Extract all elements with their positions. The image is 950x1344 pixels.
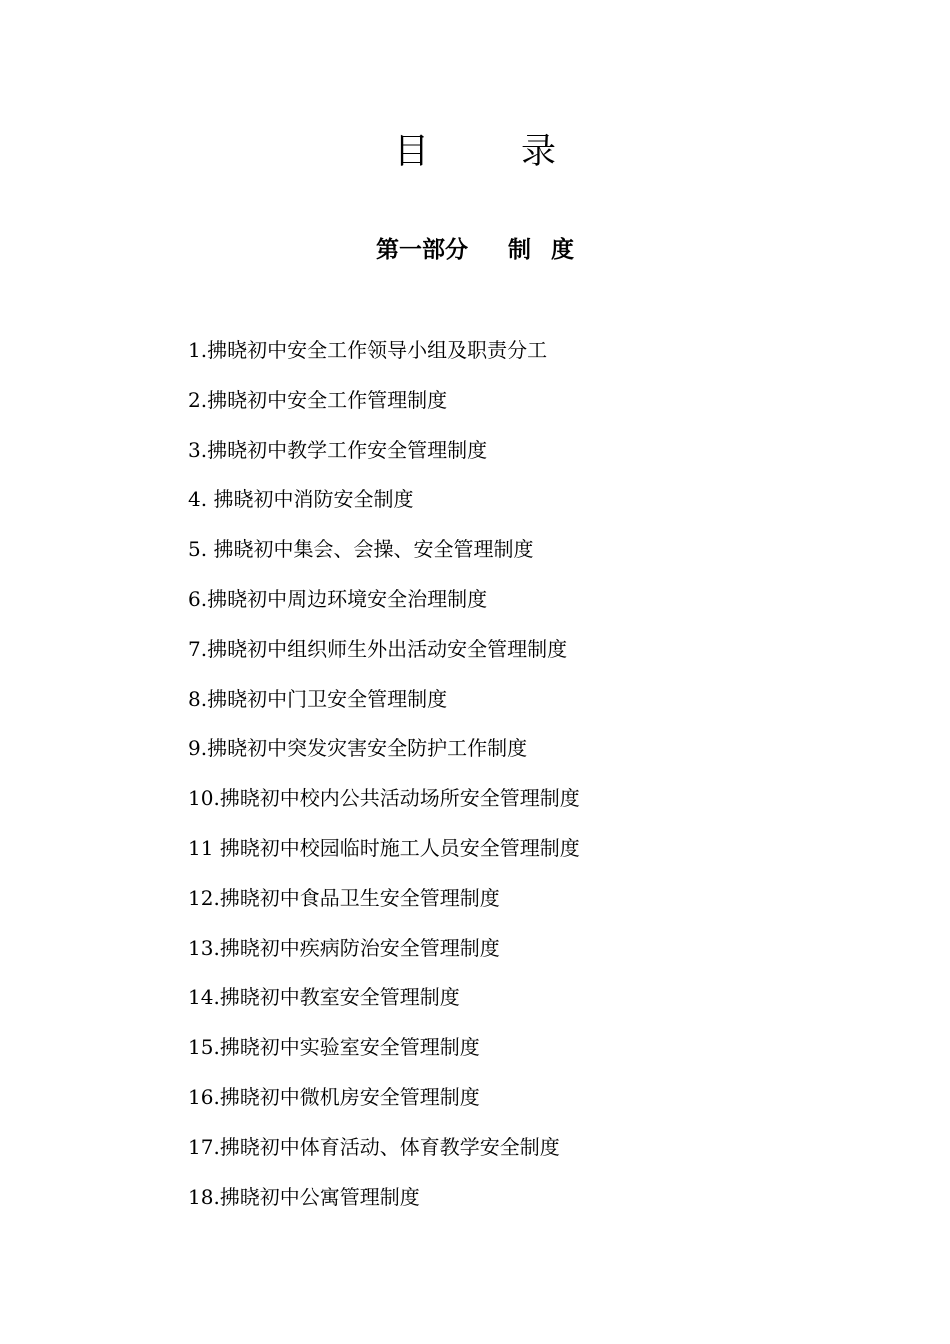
section-name <box>508 232 574 268</box>
section-part-label: 第一部分 <box>376 237 468 263</box>
toc-item: 17.拂晓初中体育活动、体育教学安全制度 <box>188 1134 560 1159</box>
table-of-contents <box>188 334 888 1230</box>
toc-item: 1.拂晓初中安全工作领导小组及职责分工 <box>188 338 548 362</box>
toc-item: 4. 拂晓初中消防安全制度 <box>188 487 414 512</box>
toc-item: 18.拂晓初中公寓管理制度 <box>188 1184 420 1209</box>
title-char-1: 目 <box>393 132 429 172</box>
toc-item: 13.拂晓初中疾病防治安全管理制度 <box>188 935 500 960</box>
toc-item: 6.拂晓初中周边环境安全治理制度 <box>188 586 488 611</box>
toc-item: 9.拂晓初中突发灾害安全防护工作制度 <box>188 736 528 761</box>
toc-item: 2.拂晓初中安全工作管理制度 <box>188 387 448 412</box>
toc-item: 3.拂晓初中教学工作安全管理制度 <box>188 437 488 462</box>
toc-item: 16.拂晓初中微机房安全管理制度 <box>188 1084 480 1109</box>
section-word-2: 度 <box>551 237 574 263</box>
toc-item: 7.拂晓初中组织师生外出活动安全管理制度 <box>188 636 568 661</box>
section-word-1: 制 <box>508 237 531 263</box>
title-char-2: 录 <box>521 132 557 172</box>
section-heading <box>0 232 950 268</box>
toc-item: 5. 拂晓初中集会、会操、安全管理制度 <box>188 537 534 562</box>
toc-item: 10.拂晓初中校内公共活动场所安全管理制度 <box>188 786 580 811</box>
toc-item: 8.拂晓初中门卫安全管理制度 <box>188 686 448 711</box>
toc-item: 15.拂晓初中实验室安全管理制度 <box>188 1035 480 1060</box>
page-title <box>0 128 950 176</box>
toc-item: 14.拂晓初中教室安全管理制度 <box>188 985 460 1010</box>
toc-item: 12.拂晓初中食品卫生安全管理制度 <box>188 885 500 910</box>
toc-item: 11 拂晓初中校园临时施工人员安全管理制度 <box>188 835 580 860</box>
